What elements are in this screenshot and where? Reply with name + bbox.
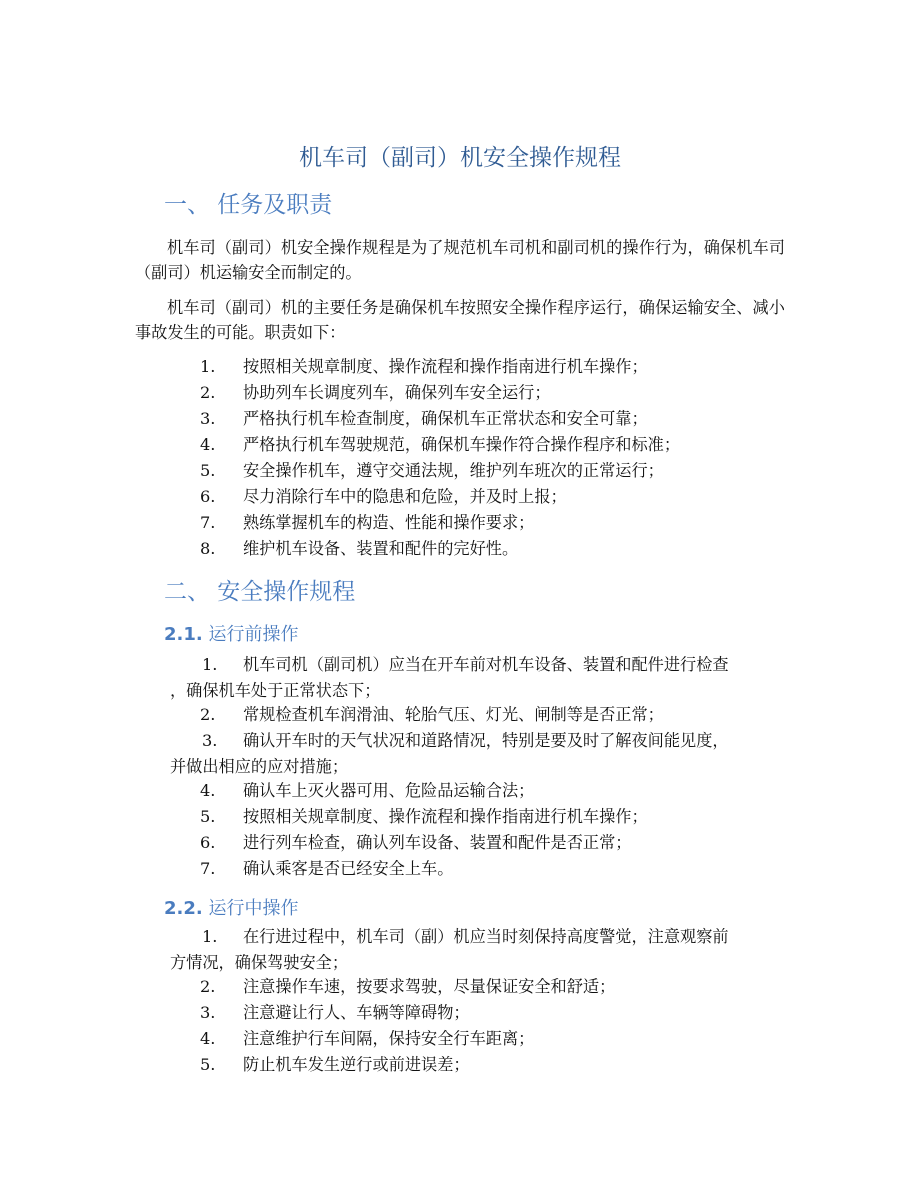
list-item: 4. 确认车上灭火器可用、危险品运输合法； xyxy=(200,781,535,800)
page-title: 机车司（副司）机安全操作规程 xyxy=(299,145,621,171)
subsection-heading-in-operation: 2.2. 运行中操作 xyxy=(164,898,299,919)
list-item: 5. 安全操作机车，遵守交通法规，维护列车班次的正常运行； xyxy=(200,461,664,480)
pre-operation-list xyxy=(200,702,800,728)
pre-operation-list-continued xyxy=(200,778,800,882)
list-item: 6. 进行列车检查，确认列车设备、装置和配件是否正常； xyxy=(200,833,632,852)
list-item: 4. 注意维护行车间隔，保持安全行车距离； xyxy=(200,1029,535,1048)
list-item: 1. 按照相关规章制度、操作流程和操作指南进行机车操作； xyxy=(200,357,648,376)
list-item: 7. 确认乘客是否已经安全上车。 xyxy=(200,859,454,878)
duties-list xyxy=(200,354,800,562)
list-item: 4. 严格执行机车驾驶规范，确保机车操作符合操作程序和标准； xyxy=(200,435,681,454)
in-operation-list xyxy=(200,974,800,1078)
subsection-heading-pre-operation: 2.1. 运行前操作 xyxy=(164,624,299,645)
duties-paragraph: 机车司（副司）机的主要任务是确保机车按照安全操作程序运行，确保运输安全、减小事故发生的可能。职责如下： xyxy=(135,298,785,342)
list-item: 2. 注意操作车速，按要求驾驶，尽量保证安全和舒适； xyxy=(200,977,616,996)
list-item: 5. 按照相关规章制度、操作流程和操作指南进行机车操作； xyxy=(200,807,648,826)
list-item: 2. 常规检查机车润滑油、轮胎气压、灯光、闸制等是否正常； xyxy=(200,705,664,724)
section-heading-duties: 一、 任务及职责 xyxy=(164,192,333,218)
list-item: 6. 尽力消除行车中的隐患和危险，并及时上报； xyxy=(200,487,567,506)
list-item: 5. 防止机车发生逆行或前进误差； xyxy=(200,1055,470,1074)
list-item: 7. 熟练掌握机车的构造、性能和操作要求； xyxy=(200,513,535,532)
list-item: 8. 维护机车设备、装置和配件的完好性。 xyxy=(200,539,519,558)
list-item: 1. 机车司机（副司机）应当在开车前对机车设备、装置和配件进行检查 ，确保机车处于正常状态下； xyxy=(170,655,729,700)
list-item: 3. 严格执行机车检查制度，确保机车正常状态和安全可靠； xyxy=(200,409,648,428)
list-item: 1. 在行进过程中，机车司（副）机应当时刻保持高度警觉，注意观察前 方情况，确保驾驶安全； xyxy=(170,927,729,972)
intro-paragraph: 机车司（副司）机安全操作规程是为了规范机车司机和副司机的操作行为，确保机车司（副司）机运输安全而制定的。 xyxy=(135,238,785,282)
list-item: 3. 确认开车时的天气状况和道路情况，特别是要及时了解夜间能见度， 并做出相应的应对措施； xyxy=(170,731,729,776)
list-item: 2. 协助列车长调度列车，确保列车安全运行； xyxy=(200,383,551,402)
section-heading-safety: 二、 安全操作规程 xyxy=(164,579,356,605)
list-item: 3. 注意避让行人、车辆等障碍物； xyxy=(200,1003,470,1022)
